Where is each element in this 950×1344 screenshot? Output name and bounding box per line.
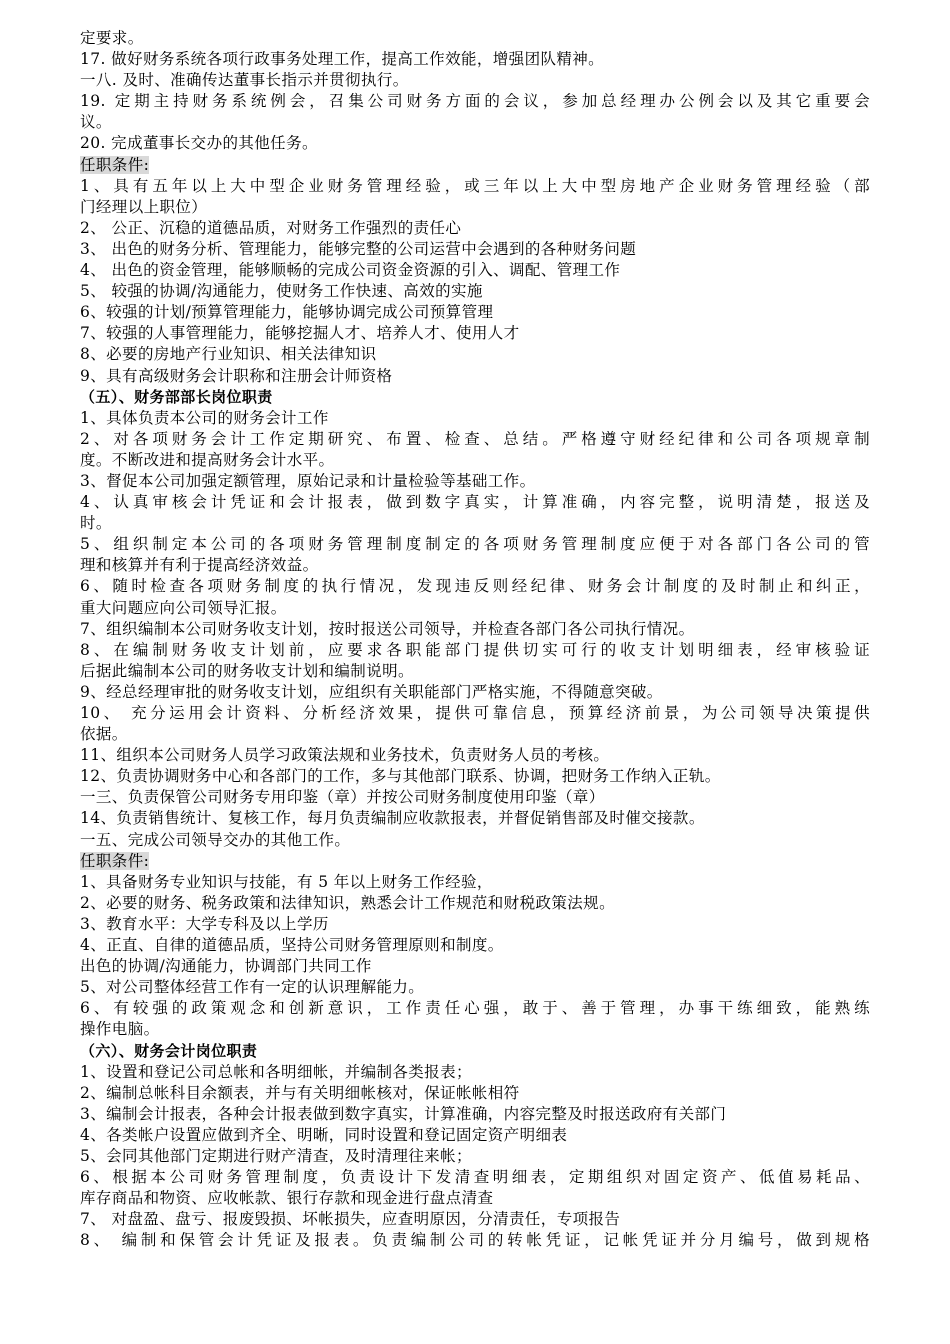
- text-line-content: 4、 出色的资金管理，能够顺畅的完成公司资金资源的引入、调配、管理工作: [80, 261, 621, 280]
- text-line-content: 1、具体负责本公司的财务会计工作: [80, 408, 329, 427]
- text-line: [80, 1083, 870, 1104]
- text-line: [80, 344, 870, 365]
- text-line: [80, 893, 870, 914]
- text-line: [80, 1062, 870, 1083]
- section-heading: [80, 387, 870, 408]
- text-line-content: 6、根据本公司财务管理制度，负责设计下发清查明细表，定期组织对固定资产、低值易耗品、: [80, 1168, 870, 1187]
- requirements-label: [80, 851, 870, 872]
- text-line-content: 定要求。: [80, 29, 144, 47]
- text-line: [80, 998, 870, 1019]
- text-line: [80, 1209, 870, 1230]
- text-line-content: 3、教育水平：大学专科及以上学历: [80, 914, 329, 933]
- text-line: [80, 28, 870, 49]
- text-line: [80, 598, 870, 619]
- text-line: [80, 956, 870, 977]
- text-line-content: 5、组织制定本公司的各项财务管理制度制定的各项财务管理制度应便于对各部门各公司的管: [80, 535, 870, 554]
- text-line-content: 17. 做好财务系统各项行政事务处理工作，提高工作效能，增强团队精神。: [80, 50, 605, 69]
- text-line-content: （六）、财务会计岗位职责: [80, 1041, 258, 1060]
- text-line: [80, 534, 870, 555]
- text-line: [80, 513, 870, 534]
- text-line-content: 一八. 及时、准确传达董事长指示并贯彻执行。: [80, 71, 409, 90]
- text-line-content: 操作电脑。: [80, 1020, 160, 1039]
- text-line-content: 12、负责协调财务中心和各部门的工作，多与其他部门联系、协调，把财务工作纳入正轨。: [80, 767, 721, 786]
- text-line-content: 库存商品和物资、应收帐款、银行存款和现金进行盘点清查: [80, 1189, 494, 1208]
- text-line: [80, 830, 870, 851]
- text-line: [80, 1188, 870, 1209]
- text-line: [80, 1167, 870, 1188]
- text-line: [80, 640, 870, 661]
- text-line-content: 2、必要的财务、税务政策和法律知识，熟悉会计工作规范和财税政策法规。: [80, 893, 615, 912]
- text-line: [80, 724, 870, 745]
- text-line: [80, 366, 870, 387]
- text-line-content: 4、各类帐户设置应做到齐全、明晰，同时设置和登记固定资产明细表: [80, 1125, 568, 1144]
- text-line-content: 门经理以上职位）: [80, 197, 208, 216]
- text-line-content: 11、组织本公司财务人员学习政策法规和业务技术，负责财务人员的考核。: [80, 746, 610, 765]
- text-line-content: 7、 对盘盈、盘亏、报废毁损、坏帐损失，应查明原因，分清责任，专项报告: [80, 1210, 621, 1229]
- text-line: [80, 872, 870, 893]
- text-line: [80, 323, 870, 344]
- text-line-content: 理和核算并有利于提高经济效益。: [80, 556, 319, 575]
- text-line-content: 2、编制总帐科目余额表，并与有关明细帐核对，保证帐帐相符: [80, 1083, 520, 1102]
- text-line: [80, 91, 870, 112]
- text-line-content: 2、 公正、沉稳的道德品质，对财务工作强烈的责任心: [80, 218, 462, 237]
- text-line-content: 8、在编制财务收支计划前，应要求各职能部门提供切实可行的收支计划明细表，经审核验证: [80, 640, 870, 659]
- text-line: [80, 70, 870, 91]
- text-line: [80, 766, 870, 787]
- text-line: [80, 682, 870, 703]
- text-line-content: 3、督促本公司加强定额管理，原始记录和计量检验等基础工作。: [80, 471, 536, 490]
- text-line-content: 1、具备财务专业知识与技能，有 5 年以上财务工作经验，: [80, 872, 493, 891]
- text-line: [80, 1104, 870, 1125]
- text-line-content: 3、编制会计报表，各种会计报表做到数字真实，计算准确，内容完整及时报送政府有关部门: [80, 1104, 727, 1123]
- text-line: [80, 935, 870, 956]
- text-line: [80, 281, 870, 302]
- text-line: [80, 408, 870, 429]
- text-line: [80, 1230, 870, 1251]
- text-line-content: 5、对公司整体经营工作有一定的认识理解能力。: [80, 978, 425, 997]
- text-line-content: 7、较强的人事管理能力，能够挖掘人才、培养人才、使用人才: [80, 324, 520, 343]
- text-line: [80, 49, 870, 70]
- text-line: [80, 176, 870, 197]
- text-line: [80, 492, 870, 513]
- text-line-content: （五）、财务部部长岗位职责: [80, 387, 273, 406]
- text-line: [80, 745, 870, 766]
- text-line-content: 一三、负责保管公司财务专用印鉴（章）并按公司财务制度使用印鉴（章）: [80, 788, 605, 807]
- text-line-content: 3、 出色的财务分析、管理能力，能够完整的公司运营中会遇到的各种财务问题: [80, 239, 637, 258]
- requirements-label: [80, 155, 870, 176]
- text-line: [80, 1125, 870, 1146]
- text-line-content: 重大问题应向公司领导汇报。: [80, 598, 287, 617]
- text-line-content: 时。: [80, 514, 112, 533]
- text-line-content: 1、设置和登记公司总帐和各明细帐，并编制各类报表；: [80, 1062, 472, 1081]
- text-line-content: 2、对各项财务会计工作定期研究、布置、检查、总结。严格遵守财经纪律和公司各项规章制: [80, 429, 870, 448]
- text-line-content: 19. 定期主持财务系统例会，召集公司财务方面的会议，参加总经理办公例会以及其它重要会: [80, 92, 870, 111]
- text-line: [80, 977, 870, 998]
- text-line: [80, 787, 870, 808]
- text-line-content: 出色的协调/沟通能力，协调部门共同工作: [80, 957, 372, 976]
- text-line: [80, 429, 870, 450]
- text-line-content: 9、经总经理审批的财务收支计划，应组织有关职能部门严格实施，不得随意突破。: [80, 682, 663, 701]
- text-line-content: 8、 编制和保管会计凭证及报表。负责编制公司的转帐凭证，记帐凭证并分月编号，做到规格: [80, 1231, 870, 1250]
- text-line: [80, 260, 870, 281]
- text-line: [80, 703, 870, 724]
- text-line: [80, 1019, 870, 1040]
- text-line: [80, 471, 870, 492]
- text-line-content: 9、具有高级财务会计职称和注册会计师资格: [80, 366, 393, 385]
- text-line-content: 8、必要的房地产行业知识、相关法律知识: [80, 345, 377, 364]
- text-line: [80, 1146, 870, 1167]
- text-line-content: 6、较强的计划/预算管理能力，能够协调完成公司预算管理: [80, 303, 494, 322]
- text-line-content: 议。: [80, 113, 112, 132]
- text-line: [80, 914, 870, 935]
- text-line: [80, 808, 870, 829]
- text-line-content: 任职条件:: [80, 155, 150, 174]
- text-line-content: 度。不断改进和提高财务会计水平。: [80, 450, 335, 469]
- text-line-content: 6、随时检查各项财务制度的执行情况，发现违反则经纪律、财务会计制度的及时制止和纠正，: [80, 577, 870, 596]
- text-line: [80, 239, 870, 260]
- text-line-content: 后据此编制本公司的财务收支计划和编制说明。: [80, 661, 414, 680]
- text-line-content: 10、 充分运用会计资料、分析经济效果，提供可靠信息，预算经济前景，为公司领导决策提供: [80, 704, 870, 722]
- text-line-content: 5、会同其他部门定期进行财产清查，及时清理往来帐；: [80, 1146, 472, 1165]
- text-line: [80, 302, 870, 323]
- text-line: [80, 661, 870, 682]
- text-line-content: 1、具有五年以上大中型企业财务管理经验，或三年以上大中型房地产企业财务管理经验（部: [80, 176, 870, 195]
- text-line: [80, 450, 870, 471]
- text-line-content: 14、负责销售统计、复核工作，每月负责编制应收款报表，并督促销售部及时催交接款。: [80, 809, 705, 828]
- text-line: [80, 197, 870, 218]
- text-line-content: 7、组织编制本公司财务收支计划，按时报送公司领导，并检查各部门各公司执行情况。: [80, 619, 695, 638]
- text-line: [80, 112, 870, 133]
- text-line: [80, 576, 870, 597]
- document-page: [80, 28, 870, 1251]
- text-line-content: 4、认真审核会计凭证和会计报表，做到数字真实，计算准确，内容完整，说明清楚，报送及: [80, 493, 870, 512]
- section-heading: [80, 1041, 870, 1062]
- text-line: [80, 555, 870, 576]
- text-line-content: 任职条件:: [80, 851, 150, 870]
- text-line-content: 依据。: [80, 725, 128, 744]
- text-line-content: 4、正直、自律的道德品质，坚持公司财务管理原则和制度。: [80, 936, 504, 955]
- text-line-content: 一五、完成公司领导交办的其他工作。: [80, 830, 351, 849]
- text-line: [80, 218, 870, 239]
- text-line-content: 6、有较强的政策观念和创新意识，工作责任心强，敢于、善于管理，办事干练细致，能熟练: [80, 999, 870, 1018]
- text-line-content: 5、 较强的协调/沟通能力，使财务工作快速、高效的实施: [80, 282, 483, 301]
- text-line: [80, 133, 870, 154]
- text-line-content: 20. 完成董事长交办的其他任务。: [80, 134, 318, 153]
- text-line: [80, 619, 870, 640]
